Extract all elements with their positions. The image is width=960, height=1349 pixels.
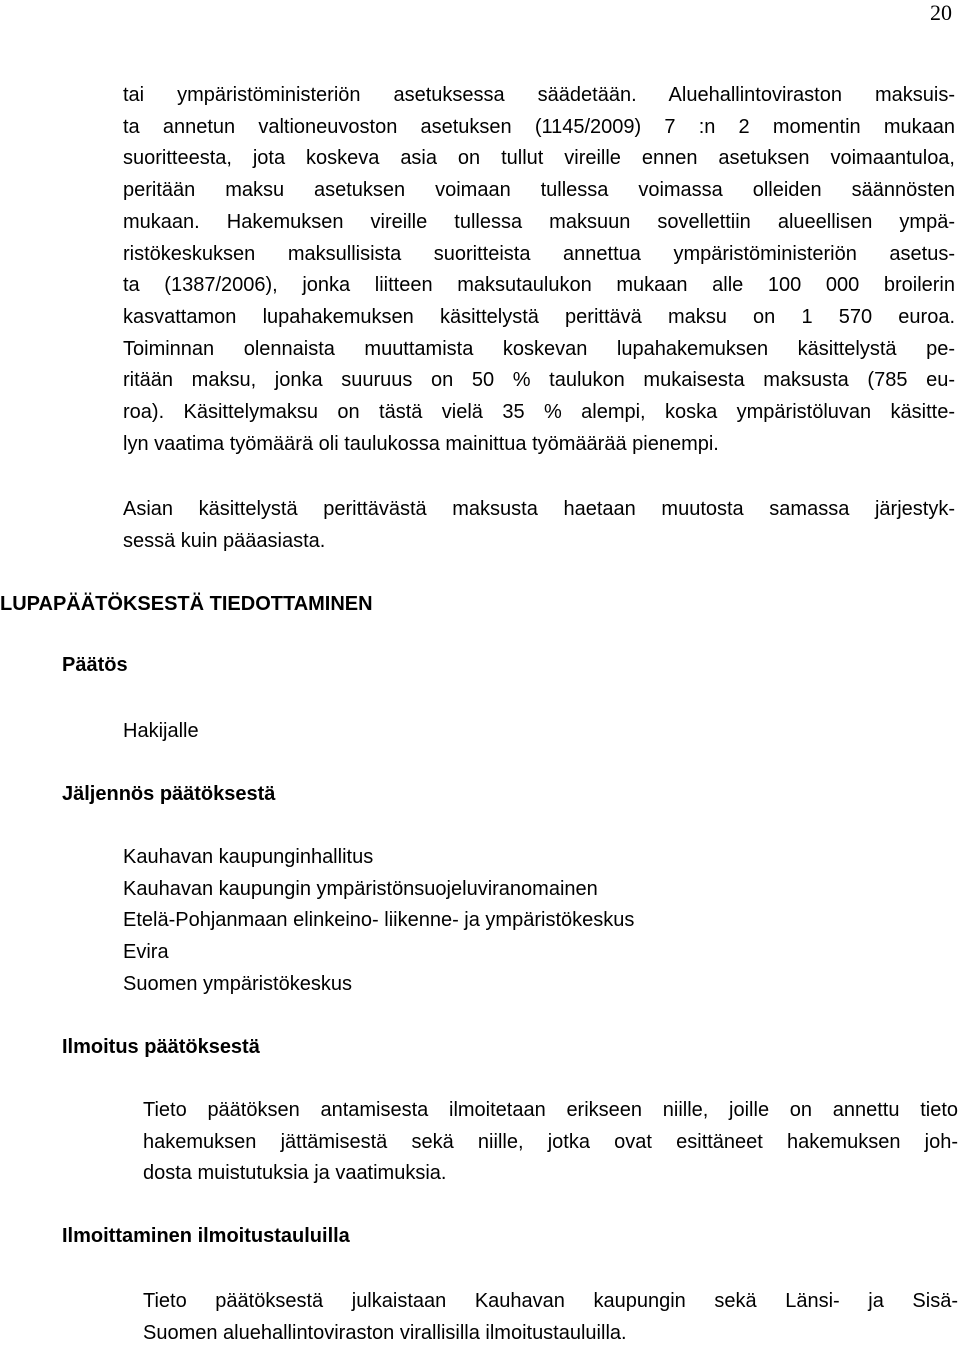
paragraph-line: dosta muistutuksia ja vaatimuksia. [143, 1162, 447, 1185]
page-number: 20 [930, 0, 952, 25]
list-item: Suomen ympäristökeskus [123, 972, 352, 995]
fee-paragraph [123, 80, 955, 460]
paragraph-line: tai ympäristöministeriön asetuksessa säädetään. Aluehallintoviraston maksuis- [123, 84, 955, 106]
decision-heading: Päätös [62, 654, 128, 676]
section-title: LUPAPÄÄTÖKSESTÄ TIEDOTTAMINEN [0, 593, 373, 615]
board-paragraph [143, 1286, 958, 1349]
paragraph-line: Toiminnan olennaista muuttamista koskevan lupahakemuksen käsittelystä pe- [123, 337, 955, 360]
paragraph-line: ritään maksu, jonka suuruus on 50 % taulukon mukaisesta maksusta (785 eu- [123, 369, 955, 392]
paragraph-line: hakemuksen jättämisestä sekä niille, jotka ovat esittäneet hakemuksen joh- [143, 1130, 958, 1153]
paragraph-line: peritään maksu asetuksen voimaan tullessa voimassa olleiden säännösten [123, 179, 955, 202]
paragraph-line: sessä kuin pääasiasta. [123, 529, 326, 552]
list-item: Evira [123, 941, 169, 964]
list-item: Kauhavan kaupungin ympäristönsuojeluviranomainen [123, 877, 598, 900]
paragraph-line: Asian käsittelystä perittävästä maksusta haetaan muutosta samassa järjestyk- [123, 498, 955, 520]
list-item: Kauhavan kaupunginhallitus [123, 846, 374, 868]
list-item: Etelä-Pohjanmaan elinkeino- liikenne- ja ympäristökeskus [123, 909, 635, 932]
decision-recipient: Hakijalle [123, 720, 199, 742]
board-heading: Ilmoittaminen ilmoitustauluilla [62, 1225, 350, 1247]
copy-recipient-list [123, 842, 634, 1001]
paragraph-line: suoritteesta, jota koskeva asia on tullut vireille ennen asetuksen voimaantuloa, [123, 147, 955, 170]
appeal-paragraph [123, 494, 955, 557]
copy-heading: Jäljennös päätöksestä [62, 783, 276, 805]
paragraph-line: Tieto päätöksestä julkaistaan Kauhavan kaupungin sekä Länsi- ja Sisä- [143, 1290, 958, 1312]
notice-heading: Ilmoitus päätöksestä [62, 1036, 260, 1058]
paragraph-line: mukaan. Hakemuksen vireille tullessa maksuun sovellettiin alueellisen ympä- [123, 210, 955, 233]
paragraph-line: roa). Käsittelymaksu on tästä vielä 35 % alempi, koska ympäristöluvan käsitte- [123, 401, 955, 424]
paragraph-line: kasvattamon lupahakemuksen käsittelystä perittävä maksu on 1 570 euroa. [123, 305, 955, 328]
paragraph-line: Suomen aluehallintoviraston virallisilla ilmoitustauluilla. [143, 1321, 627, 1344]
paragraph-line: ta (1387/2006), jonka liitteen maksutaulukon mukaan alle 100 000 broilerin [123, 274, 955, 297]
paragraph-line: ristökeskuksen maksullisista suoritteista annettua ympäristöministeriön asetus- [123, 242, 955, 265]
paragraph-line: Tieto päätöksen antamisesta ilmoitetaan erikseen niille, joille on annettu tieto [143, 1099, 958, 1121]
notice-paragraph [143, 1095, 958, 1190]
paragraph-line: lyn vaatima työmäärä oli taulukossa mainittua työmäärää pienempi. [123, 432, 719, 455]
paragraph-line: ta annetun valtioneuvoston asetuksen (1145/2009) 7 :n 2 momentin mukaan [123, 115, 955, 138]
